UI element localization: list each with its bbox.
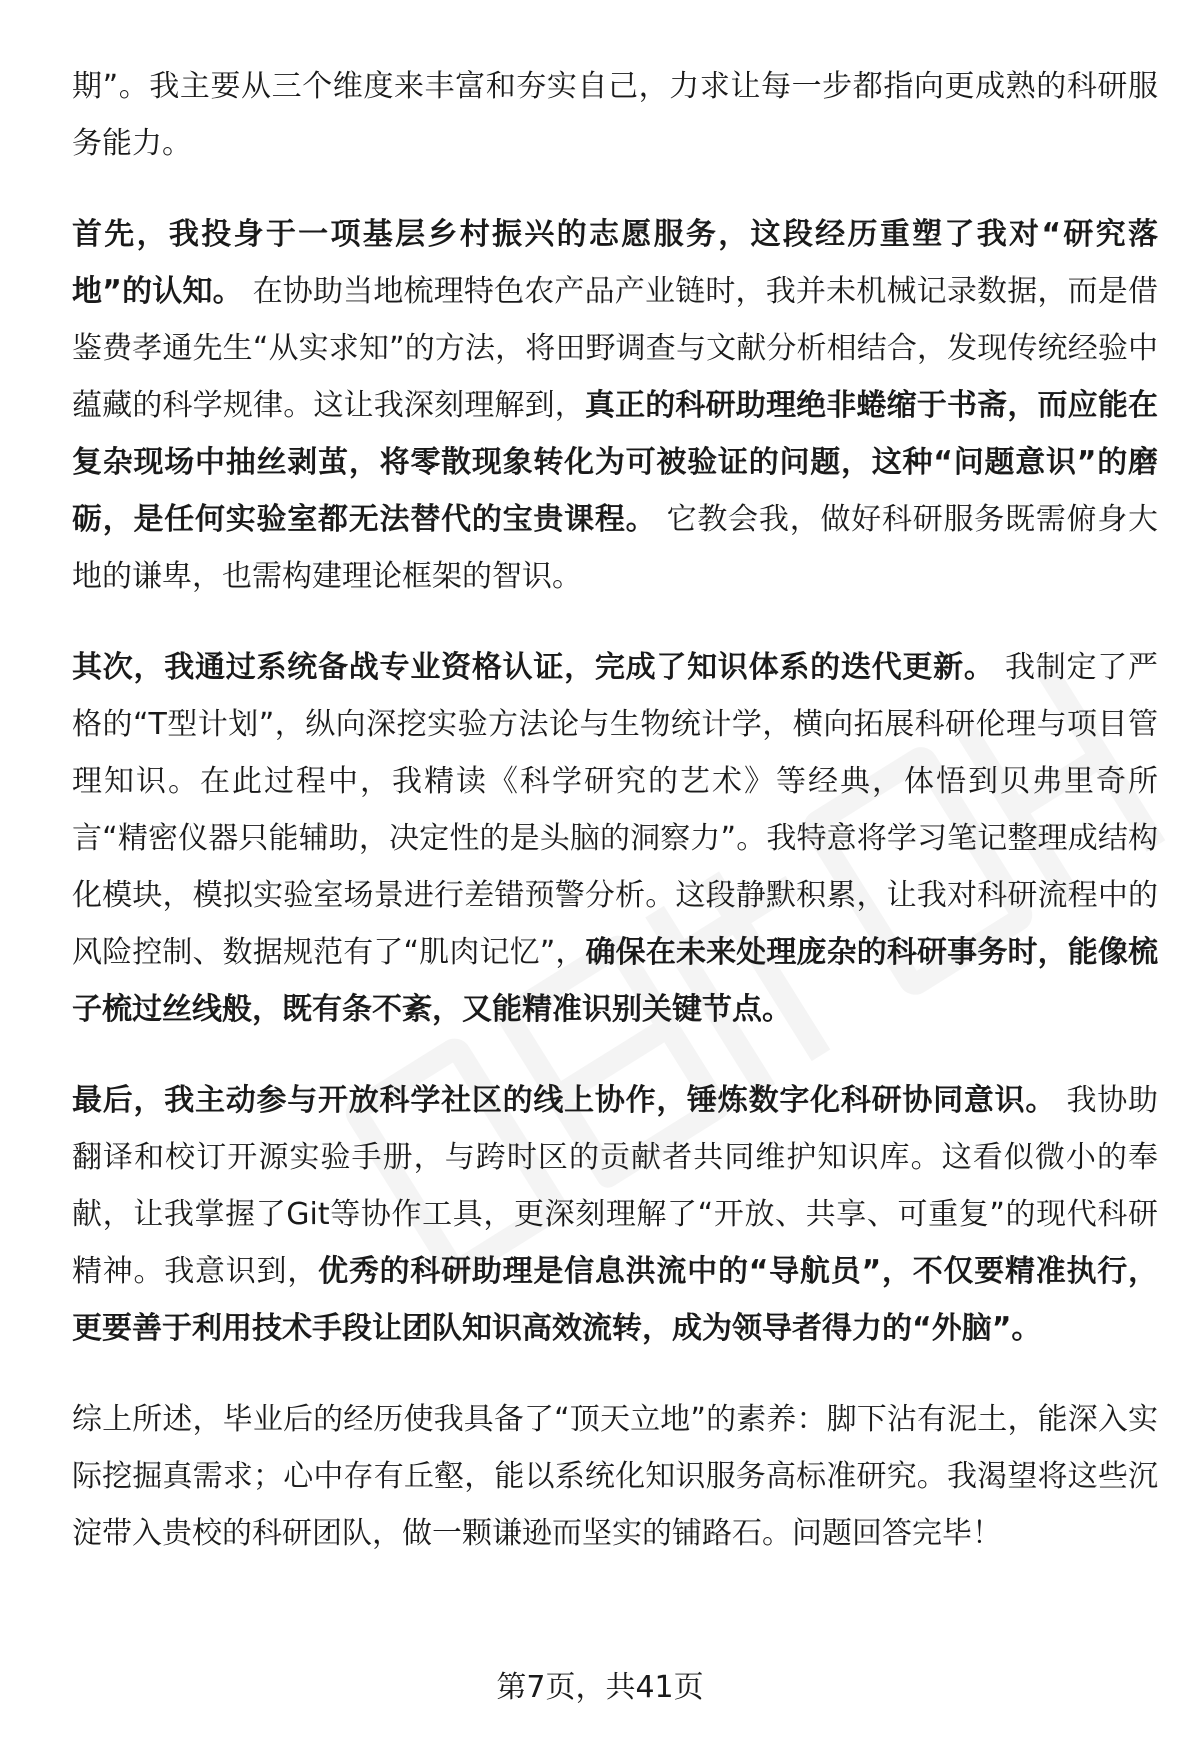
bold-text-run: 首先，我投身于一项基层乡村振兴的志愿服务，这段经历重塑了我对“研究落地”的认知。 bbox=[72, 217, 1158, 309]
paragraph-second-point bbox=[72, 639, 1158, 1038]
paragraph-first-point bbox=[72, 206, 1158, 605]
text-run: 期”。我主要从三个维度来丰富和夯实自己，力求让每一步都指向更成熟的科研服务能力。 bbox=[72, 69, 1158, 161]
bold-text-run: 其次，我通过系统备战专业资格认证，完成了知识体系的迭代更新。 bbox=[72, 650, 995, 685]
bold-text-run: 真正的科研助理绝非蜷缩于书斋，而应能在复杂现场中抽丝剥茧，将零散现象转化为可被验证的问题，这种“问题意识”的磨砺，是任何实验室都无法替代的宝贵课程。 bbox=[72, 388, 1159, 537]
text-run: 我制定了严格的“T型计划”，纵向深挖实验方法论与生物统计学，横向拓展科研伦理与项目管理知识。在此过程中，我精读《科学研究的艺术》等经典，体悟到贝弗里奇所言“精密仪器只能辅助，决定性的是头脑的洞察力”。我特意将学习笔记整理成结构化模块，模拟实验室场景进行差错预警分析。这段静默积累，让我对科研流程中的风险控制、数据规范有了“肌肉记忆”， bbox=[72, 650, 1159, 970]
bold-text-run: 确保在未来处理庞杂的科研事务时，能像梳子梳过丝线般，既有条不紊，又能精准识别关键节点。 bbox=[72, 935, 1158, 1027]
paragraph-intro-continuation bbox=[72, 58, 1158, 172]
bold-text-run: 最后，我主动参与开放科学社区的线上协作，锤炼数字化科研协同意识。 bbox=[72, 1083, 1057, 1118]
paragraph-conclusion bbox=[72, 1391, 1158, 1562]
text-run: 在协助当地梳理特色农产品产业链时，我并未机械记录数据，而是借鉴费孝通先生“从实求知”的方法，将田野调查与文献分析相结合，发现传统经验中蕴藏的科学规律。这让我深刻理解到， bbox=[72, 274, 1158, 423]
text-run: 综上所述，毕业后的经历使我具备了“顶天立地”的素养：脚下沾有泥土，能深入实际挖掘真需求；心中存有丘壑，能以系统化知识服务高标准研究。我渴望将这些沉淀带入贵校的科研团队，做一颗谦逊而坚实的铺路石。问题回答完毕！ bbox=[72, 1402, 1158, 1551]
paragraph-third-point bbox=[72, 1072, 1158, 1357]
text-run: 它教会我，做好科研服务既需俯身大地的谦卑，也需构建理论框架的智识。 bbox=[72, 502, 1159, 594]
page-number-footer: 第7页，共41页 bbox=[496, 1670, 704, 1705]
text-run: 我协助翻译和校订开源实验手册，与跨时区的贡献者共同维护知识库。这看似微小的奉献，让我掌握了Git等协作工具，更深刻理解了“开放、共享、可重复”的现代科研精神。我意识到， bbox=[72, 1083, 1158, 1289]
document-body bbox=[72, 58, 1158, 1596]
bold-text-run: 优秀的科研助理是信息洪流中的“导航员”，不仅要精准执行，更要善于利用技术手段让团队知识高效流转，成为领导者得力的“外脑”。 bbox=[72, 1254, 1159, 1346]
